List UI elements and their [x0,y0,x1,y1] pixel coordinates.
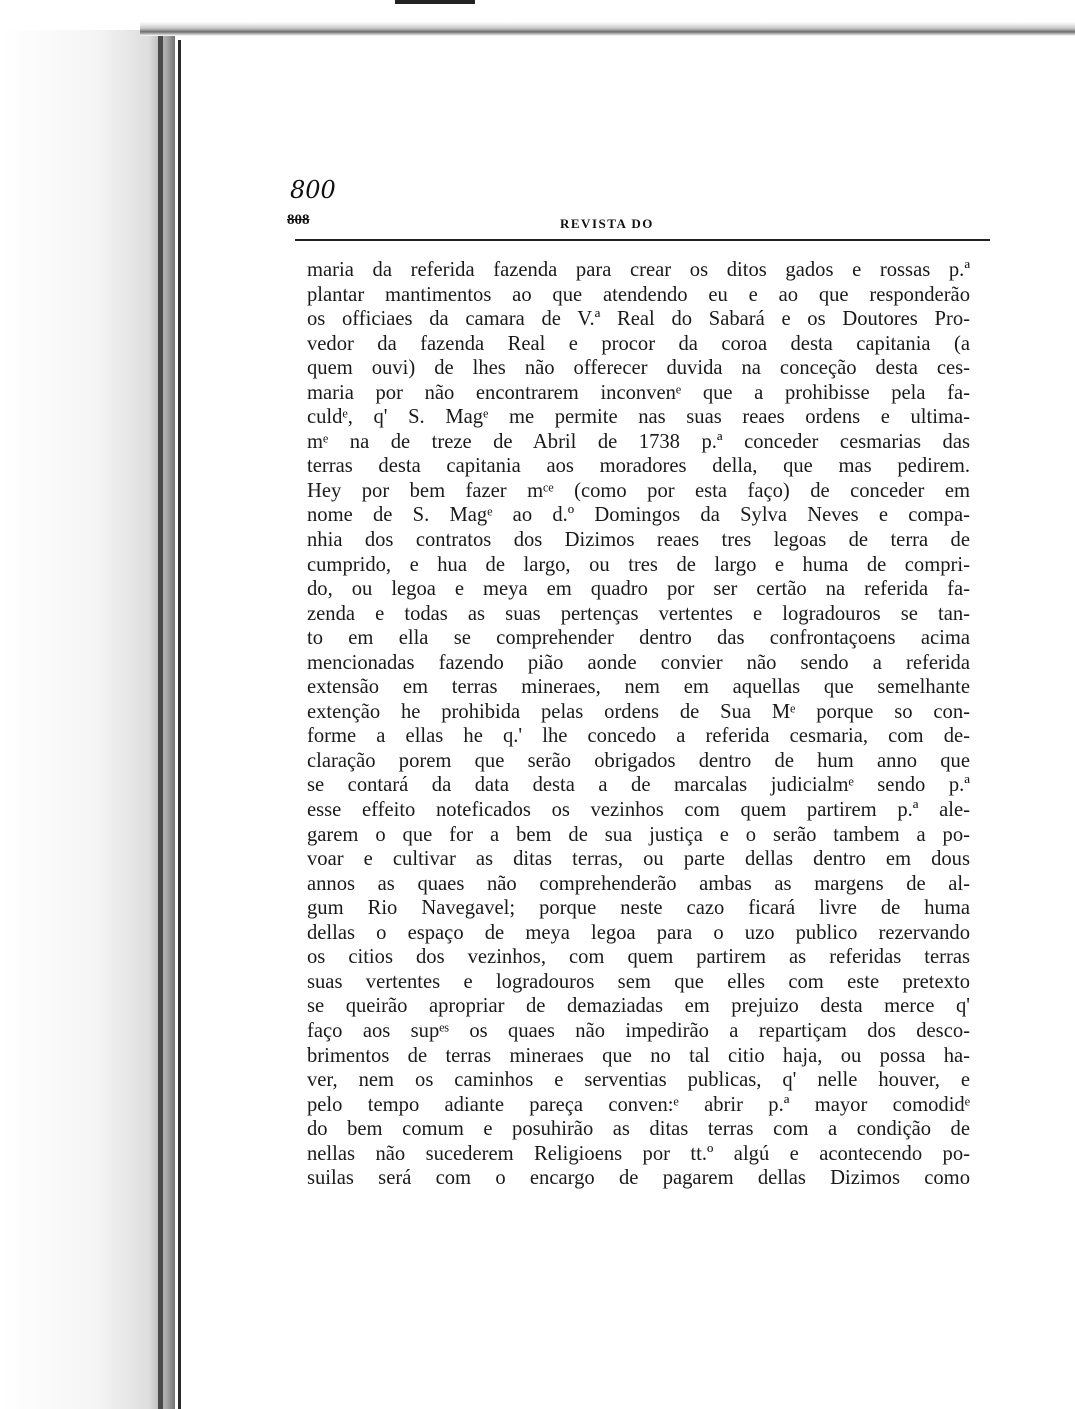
body-line: cumprido, e hua de largo, ou tres de largo e huma de compri- [307,553,970,576]
body-line: brimentos de terras mineraes que no tal citio haja, ou possa ha- [307,1044,970,1067]
body-line: nome de S. Magᵉ ao d.º Domingos da Sylva Neves e compa- [307,504,970,527]
body-line: suas vertentes e logradouros sem que elles com este pretexto [307,970,970,993]
body-line: os officiaes da camara de V.ª Real do Sabará e os Doutores Pro- [307,308,970,331]
body-line: Hey por bem fazer mᶜᵉ (como por esta faço) de conceder em [307,479,970,502]
body-line: esse effeito noteficados os vezinhos com quem partirem p.ª ale- [307,799,970,822]
body-line: se queirão apropriar de demaziadas em prejuizo desta merce q' [307,995,970,1018]
body-line: dellas o espaço de meya legoa para o uzo publico rezervando [307,921,970,944]
body-line: do bem comum e posuhirão as ditas terras com a condição de [307,1118,970,1141]
header-rule [295,239,990,241]
body-line: mᵉ na de treze de Abril de 1738 p.ª conceder cesmarias das [307,430,970,453]
body-line: nellas não sucederem Religioens por tt.º algú e acontecendo po- [307,1142,970,1165]
body-line: culdᵉ, q' S. Magᵉ me permite nas suas reaes ordens e ultima- [307,406,970,429]
scan-artifact-mark [395,0,475,4]
body-line: to em ella se comprehender dentro das confrontaçoens acima [307,627,970,650]
printed-page-number: 808 [287,212,310,228]
handwritten-page-number: 800 [290,176,336,204]
body-line: suilas será com o encargo de pagarem dellas Dizimos como [307,1167,970,1190]
body-line: os citios dos vezinhos, com quem partirem as referidas terras [307,946,970,969]
body-line: annos as quaes não comprehenderão ambas as margens de al- [307,872,970,895]
body-line: se contará da data desta a de marcalas judicialmᵉ sendo p.ª [307,774,970,797]
body-line: mencionadas fazendo pião aonde convier não sendo a referida [307,651,970,674]
body-line: maria da referida fazenda para crear os ditos gados e rossas p.ª [307,259,970,281]
body-line: zenda e todas as suas pertenças vertentes e logradouros se tan- [307,602,970,625]
body-line: quem ouvi) de lhes não offerecer duvida na conceção desta ces- [307,357,970,380]
book-top-edge [140,22,1075,36]
body-line: garem o que for a bem de sua justiça e o serão tambem a po- [307,823,970,846]
body-line: voar e cultivar as ditas terras, ou parte dellas dentro em dous [307,848,970,871]
body-line: ver, nem os caminhos e serventias publicas, q' nelle houver, e [307,1069,970,1092]
book-spine-shadow [158,36,163,1409]
body-line: claração porem que serão obrigados dentro de hum anno que [307,749,970,772]
body-line: do, ou legoa e meya em quadro por ser certão na referida fa- [307,578,970,601]
body-line: plantar mantimentos ao que atendendo eu e ao que responderão [307,283,970,306]
body-line: forme a ellas he q.' lhe concedo a referida cesmaria, com de- [307,725,970,748]
body-line: extensão em terras mineraes, nem em aquellas que semelhante [307,676,970,699]
body-line: faço aos supᵉˢ os quaes não impedirão a repartiçam dos desco- [307,1019,970,1042]
body-line: nhia dos contratos dos Dizimos reaes tres legoas de terra de [307,529,970,552]
body-line: maria por não encontrarem inconvenᵉ que a prohibisse pela fa- [307,381,970,404]
book-spine-shadow-inner [178,40,181,1409]
book-page-edge [0,30,175,1409]
body-line: terras desta capitania aos moradores della, que mas pedirem. [307,455,970,478]
running-head: REVISTA DO [560,216,654,231]
body-text [307,258,970,1191]
body-line: extenção he prohibida pelas ordens de Sua Mᵉ porque so con- [307,700,970,723]
body-line: gum Rio Navegavel; porque neste cazo ficará livre de huma [307,897,970,920]
body-line: pelo tempo adiante pareça conven:ᵉ abrir p.ª mayor comodidᵉ [307,1093,970,1116]
body-line: vedor da fazenda Real e procor da coroa desta capitania (a [307,332,970,355]
